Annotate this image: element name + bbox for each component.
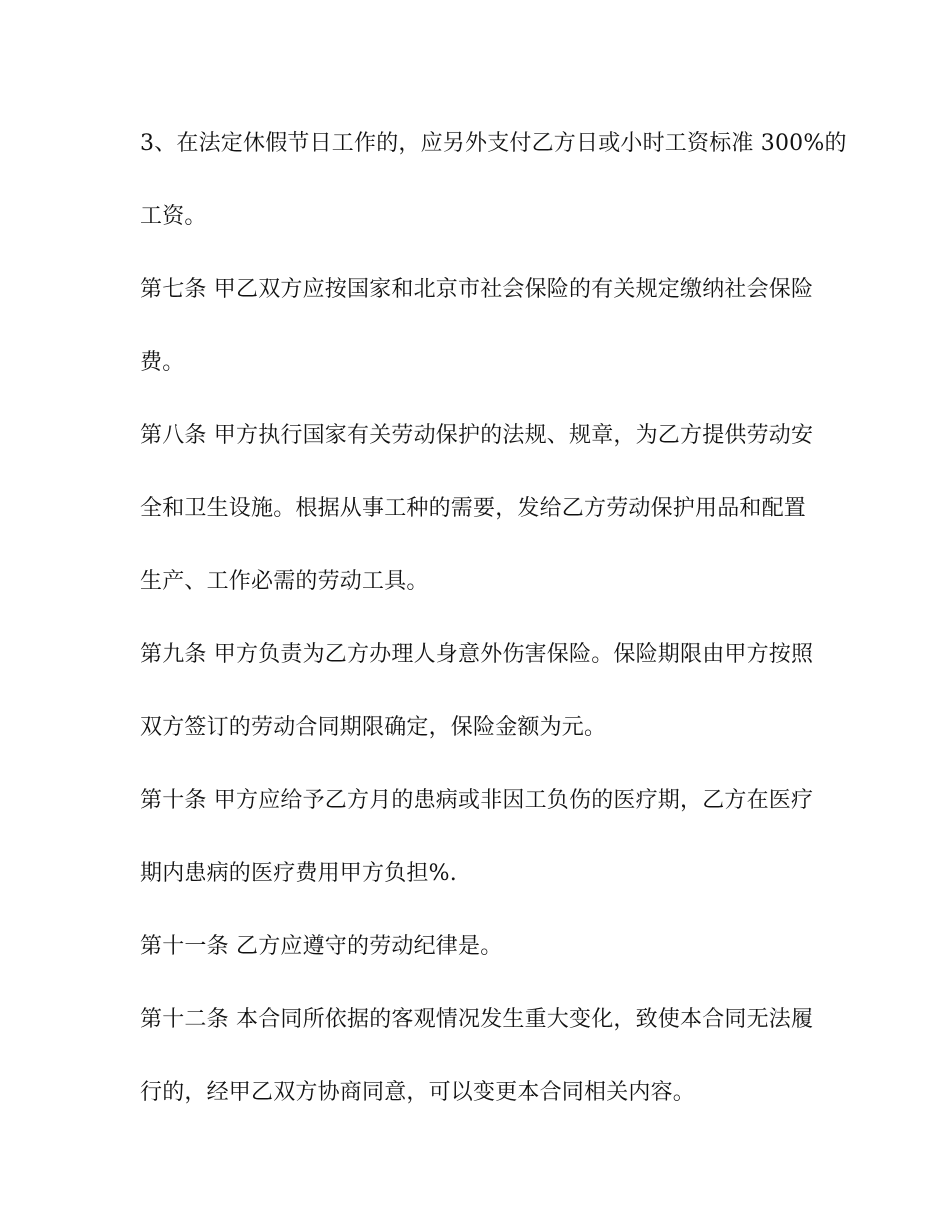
text-line: 第十条 甲方应给予乙方月的患病或非因工负伤的医疗期，乙方在医疗 <box>140 788 814 813</box>
text-line: 第九条 甲方负责为乙方办理人身意外伤害保险。保险期限由甲方按照 <box>140 642 814 667</box>
text-line: 第十二条 本合同所依据的客观情况发生重大变化，致使本合同无法履 <box>140 1007 814 1032</box>
text-line: 费。 <box>140 350 185 375</box>
text-line: 全和卫生设施。根据从事工种的需要，发给乙方劳动保护用品和配置 <box>140 496 807 521</box>
text-line: 工资。 <box>140 204 207 229</box>
text-line: 第十一条 乙方应遵守的劳动纪律是。 <box>140 934 503 959</box>
text-line: 生产、工作必需的劳动工具。 <box>140 569 429 594</box>
text-line: 第七条 甲乙双方应按国家和北京市社会保险的有关规定缴纳社会保险 <box>140 277 814 302</box>
text-line: 行的，经甲乙双方协商同意，可以变更本合同相关内容。 <box>140 1080 696 1105</box>
text-line: 3、在法定休假节日工作的，应另外支付乙方日或小时工资标准 300%的 <box>140 131 847 156</box>
text-line: 期内患病的医疗费用甲方负担%. <box>140 861 457 886</box>
text-line: 双方签订的劳动合同期限确定，保险金额为元。 <box>140 715 607 740</box>
text-line: 第八条 甲方执行国家有关劳动保护的法规、规章，为乙方提供劳动安 <box>140 423 814 448</box>
